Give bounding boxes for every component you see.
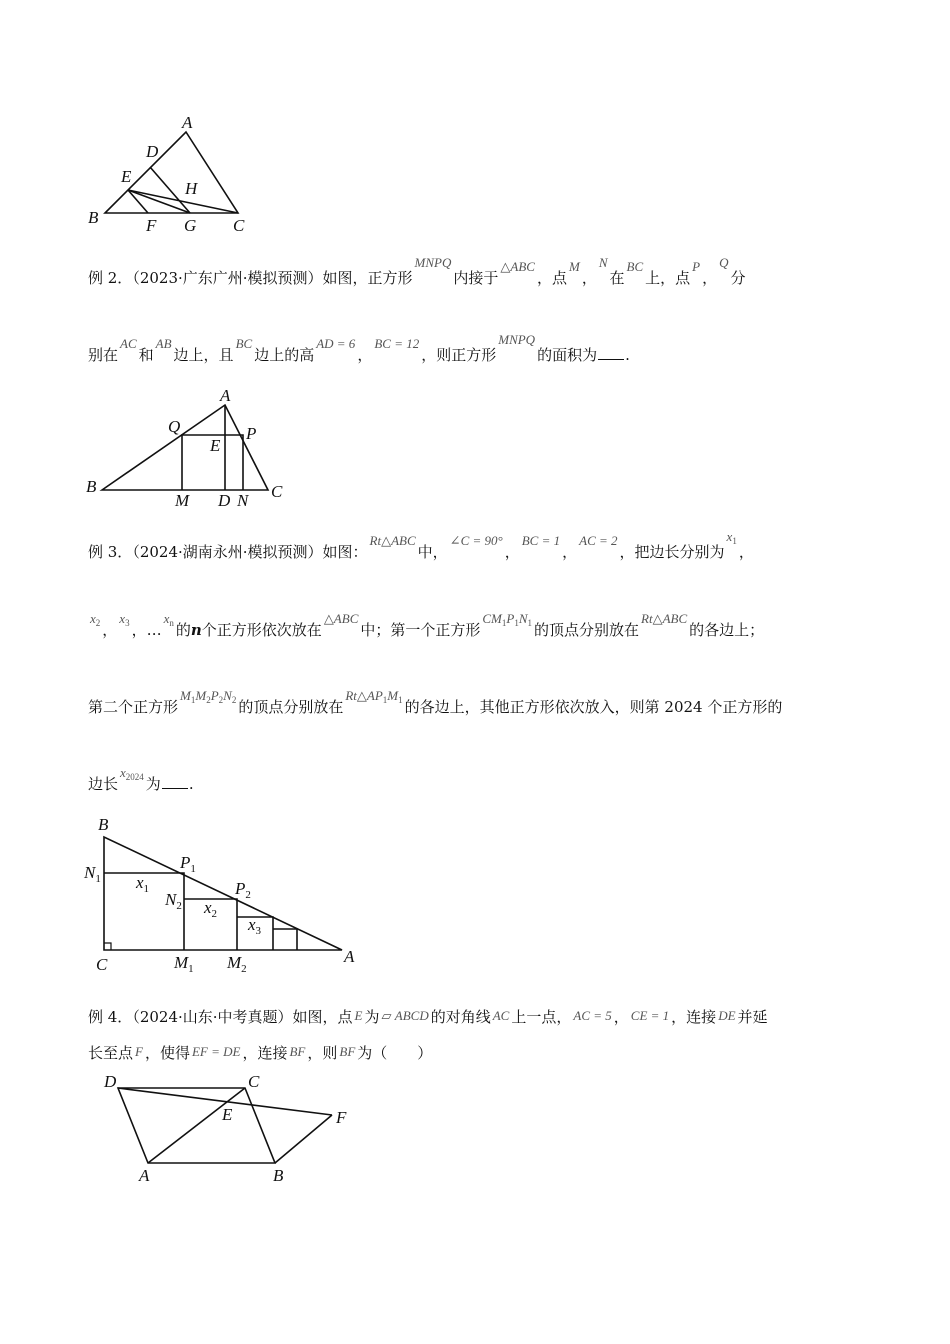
label-n2 — [164, 890, 182, 912]
text: 长至点 — [88, 1044, 134, 1062]
label-n2-main: N — [165, 890, 177, 909]
example-3-line-1 — [88, 529, 754, 567]
diagonal-ac — [148, 1088, 245, 1163]
math: BC — [235, 336, 253, 351]
text: ，连接 — [242, 1044, 288, 1062]
label-b: B — [273, 1166, 284, 1185]
label-a: A — [344, 947, 355, 966]
label-b: B — [98, 815, 109, 834]
math-sub: 2 — [206, 695, 211, 705]
figure-3-squares — [80, 810, 370, 980]
text: 上一点， — [511, 1008, 572, 1026]
text: ， — [102, 621, 118, 639]
text: 的顶点分别放在 — [534, 621, 640, 639]
math: AD = 6 — [316, 336, 356, 351]
text: 的 — [175, 621, 191, 639]
math: AB — [155, 336, 172, 351]
math: E — [354, 1008, 363, 1023]
math-part: CM — [482, 611, 502, 626]
label-p1-sub: 1 — [190, 863, 196, 875]
segment-bf — [275, 1115, 332, 1163]
label-x1-main: x — [136, 873, 144, 892]
label-n1-sub: 1 — [95, 873, 101, 885]
math-sub: 3 — [125, 618, 130, 628]
text: 的面积为 — [537, 346, 598, 364]
text: 中， — [417, 543, 448, 561]
text: 别在 — [88, 346, 119, 364]
math: Rt△ABC — [641, 611, 688, 626]
math — [120, 765, 144, 780]
text: ， — [702, 269, 718, 287]
example-3-source: （2024·湖南永州·模拟预测） — [132, 543, 323, 561]
example-4-line-2 — [88, 1043, 432, 1064]
label-n: N — [237, 491, 249, 510]
math-part: x — [90, 611, 96, 626]
math: MNPQ — [498, 332, 536, 347]
math — [727, 529, 737, 544]
triangle-abc — [104, 837, 342, 950]
label-e: E — [210, 436, 221, 455]
label-c: C — [248, 1072, 260, 1091]
text: ， — [504, 543, 520, 561]
math: ▱ ABCD — [381, 1008, 429, 1023]
math: DE — [718, 1008, 736, 1023]
label-x1-sub: 1 — [143, 883, 150, 895]
math-part: Rt△AP — [345, 688, 383, 703]
math-sub: 2 — [231, 695, 237, 705]
label-p1-main: P — [180, 853, 191, 872]
text: 边上的高 — [254, 346, 315, 364]
label-d: D — [146, 142, 159, 161]
text: 如图，正方形 — [322, 269, 413, 287]
right-angle-mark — [104, 943, 111, 950]
example-2-prefix: 例 2． — [88, 269, 133, 287]
text: 的各边上，其他正方形依次放入，则第 2024 个正方形的 — [404, 698, 783, 716]
text: 和 — [138, 346, 154, 364]
math: AC = 5 — [573, 1008, 612, 1023]
text: 内接于 — [453, 269, 499, 287]
text: 如图： — [322, 543, 368, 561]
math: BF — [339, 1044, 356, 1059]
text: ， — [738, 543, 754, 561]
text: ， — [562, 543, 578, 561]
example-4-prefix: 例 4． — [88, 1008, 133, 1026]
label-g: G — [184, 216, 197, 235]
example-4-line-1 — [88, 1007, 768, 1028]
text: ，使得 — [144, 1044, 190, 1062]
figure-2-inscribed-square — [80, 385, 300, 510]
label-x2-main: x — [204, 898, 212, 917]
math: BC = 1 — [521, 533, 561, 548]
math: AC — [120, 336, 137, 351]
math-part: x — [119, 611, 126, 626]
example-4-source: （2024·山东·中考真题） — [132, 1008, 293, 1026]
text: ，把边长分别为 — [619, 543, 725, 561]
math: F — [135, 1044, 143, 1059]
label-b: B — [86, 477, 97, 496]
text: 的各边上； — [689, 621, 765, 639]
figure-1-triangle — [80, 110, 280, 240]
figure-4-parallelogram — [90, 1070, 370, 1190]
math: Q — [719, 255, 729, 270]
label-m2-sub: 2 — [241, 963, 247, 975]
answer-blank — [162, 774, 188, 789]
math-sub: n — [169, 618, 174, 628]
text: 上，点 — [645, 269, 691, 287]
label-x3-main: x — [248, 915, 256, 934]
square-4 — [273, 929, 297, 950]
label-m: M — [175, 491, 190, 510]
text: 为（ ） — [357, 1044, 433, 1062]
math — [164, 611, 174, 626]
label-p2-main: P — [235, 879, 246, 898]
label-d: D — [218, 491, 231, 510]
label-f: F — [336, 1108, 347, 1127]
example-3-prefix: 例 3． — [88, 543, 133, 561]
label-m1 — [173, 953, 194, 975]
text: ， — [581, 269, 597, 287]
math-sub: 1 — [501, 618, 507, 628]
math-part: N — [518, 611, 528, 626]
label-x3-sub: 3 — [255, 925, 262, 937]
math-part: N — [223, 688, 232, 703]
label-d: D — [104, 1072, 117, 1091]
math: △ABC — [500, 259, 535, 274]
example-3-line-4 — [88, 765, 194, 799]
math: BF — [289, 1044, 306, 1059]
label-x2 — [203, 898, 217, 920]
math: BC — [626, 259, 644, 274]
text: 为 — [145, 775, 161, 793]
text: ，连接 — [671, 1008, 717, 1026]
example-2-source: （2023·广东广州·模拟预测） — [132, 269, 323, 287]
math — [119, 611, 129, 626]
math: P — [692, 259, 701, 274]
text: 个正方形依次放在 — [201, 621, 322, 639]
text: n — [190, 621, 202, 639]
text: ，则 — [307, 1044, 338, 1062]
label-f: F — [146, 216, 157, 235]
math: M — [568, 259, 580, 274]
math — [180, 688, 236, 703]
label-n2-sub: 2 — [176, 900, 182, 912]
answer-blank — [598, 345, 624, 360]
text: 中；第一个正方形 — [360, 621, 481, 639]
text: ， — [357, 346, 373, 364]
math-sub: 2 — [95, 618, 101, 628]
math: CE = 1 — [630, 1008, 670, 1023]
label-x2-sub: 2 — [211, 908, 218, 920]
text: . — [188, 775, 194, 793]
label-p1 — [179, 853, 196, 875]
text: 为 — [364, 1008, 380, 1026]
label-a: A — [220, 386, 231, 405]
text: 边上，且 — [173, 346, 234, 364]
label-c: C — [233, 216, 245, 235]
label-p2-sub: 2 — [245, 889, 251, 901]
math: △ABC — [323, 611, 359, 626]
label-n1 — [83, 863, 101, 885]
math-part: x — [120, 765, 126, 780]
math-sub: 1 — [382, 695, 388, 705]
text: 并延 — [737, 1008, 768, 1026]
math — [345, 688, 402, 703]
label-n1-main: N — [84, 863, 96, 882]
label-h: H — [185, 179, 198, 198]
math-sub: 1 — [398, 695, 403, 705]
math: MNPQ — [414, 255, 452, 270]
label-e: E — [121, 167, 132, 186]
math-part: M — [195, 688, 207, 703]
math: AC = 2 — [579, 533, 618, 548]
math-part: x — [163, 611, 170, 626]
label-c: C — [96, 955, 108, 974]
label-a: A — [182, 113, 193, 132]
label-q: Q — [168, 417, 181, 436]
text: 分 — [730, 269, 746, 287]
label-x3 — [247, 915, 262, 937]
math-sub: 1 — [527, 618, 533, 628]
label-a: A — [139, 1166, 150, 1185]
text: 第二个正方形 — [88, 698, 179, 716]
example-3-line-2 — [88, 611, 765, 645]
text: 边长 — [88, 775, 119, 793]
math: ∠C = 90° — [449, 533, 503, 548]
label-c: C — [271, 482, 283, 501]
math: EF = DE — [191, 1044, 241, 1059]
label-m1-main: M — [174, 953, 189, 972]
text: 如图，点 — [292, 1008, 353, 1026]
example-2-line-2 — [88, 332, 630, 366]
label-p: P — [246, 424, 257, 443]
math — [90, 611, 100, 626]
math-part: M — [387, 688, 399, 703]
text: 的顶点分别放在 — [238, 698, 344, 716]
label-e: E — [222, 1105, 233, 1124]
math: BC = 12 — [374, 336, 420, 351]
math-sub: 1 — [514, 618, 519, 628]
label-x1 — [135, 873, 149, 895]
math-sub: 1 — [732, 536, 737, 546]
label-p2 — [234, 879, 251, 901]
label-b: B — [88, 208, 99, 227]
text: 在 — [609, 269, 625, 287]
text: ，则正方形 — [421, 346, 497, 364]
text: . — [625, 346, 630, 364]
label-m1-sub: 1 — [188, 963, 194, 975]
example-2-line-1 — [88, 255, 746, 289]
text: ，点 — [536, 269, 567, 287]
text: 的对角线 — [430, 1008, 491, 1026]
math: N — [598, 255, 608, 270]
label-m2 — [226, 953, 247, 975]
math-sub: 1 — [190, 695, 196, 705]
math: AC — [492, 1008, 510, 1023]
math-part: P — [506, 611, 515, 626]
math-sub: 2 — [218, 695, 224, 705]
math-part: x — [726, 529, 733, 544]
text: ， — [613, 1008, 629, 1026]
math: Rt△ABC — [369, 533, 416, 548]
math-part: M — [180, 688, 191, 703]
math — [482, 611, 532, 626]
text: ，… — [131, 621, 162, 639]
math-sub: 2024 — [125, 772, 144, 782]
math-part: P — [210, 688, 219, 703]
label-m2-main: M — [227, 953, 242, 972]
